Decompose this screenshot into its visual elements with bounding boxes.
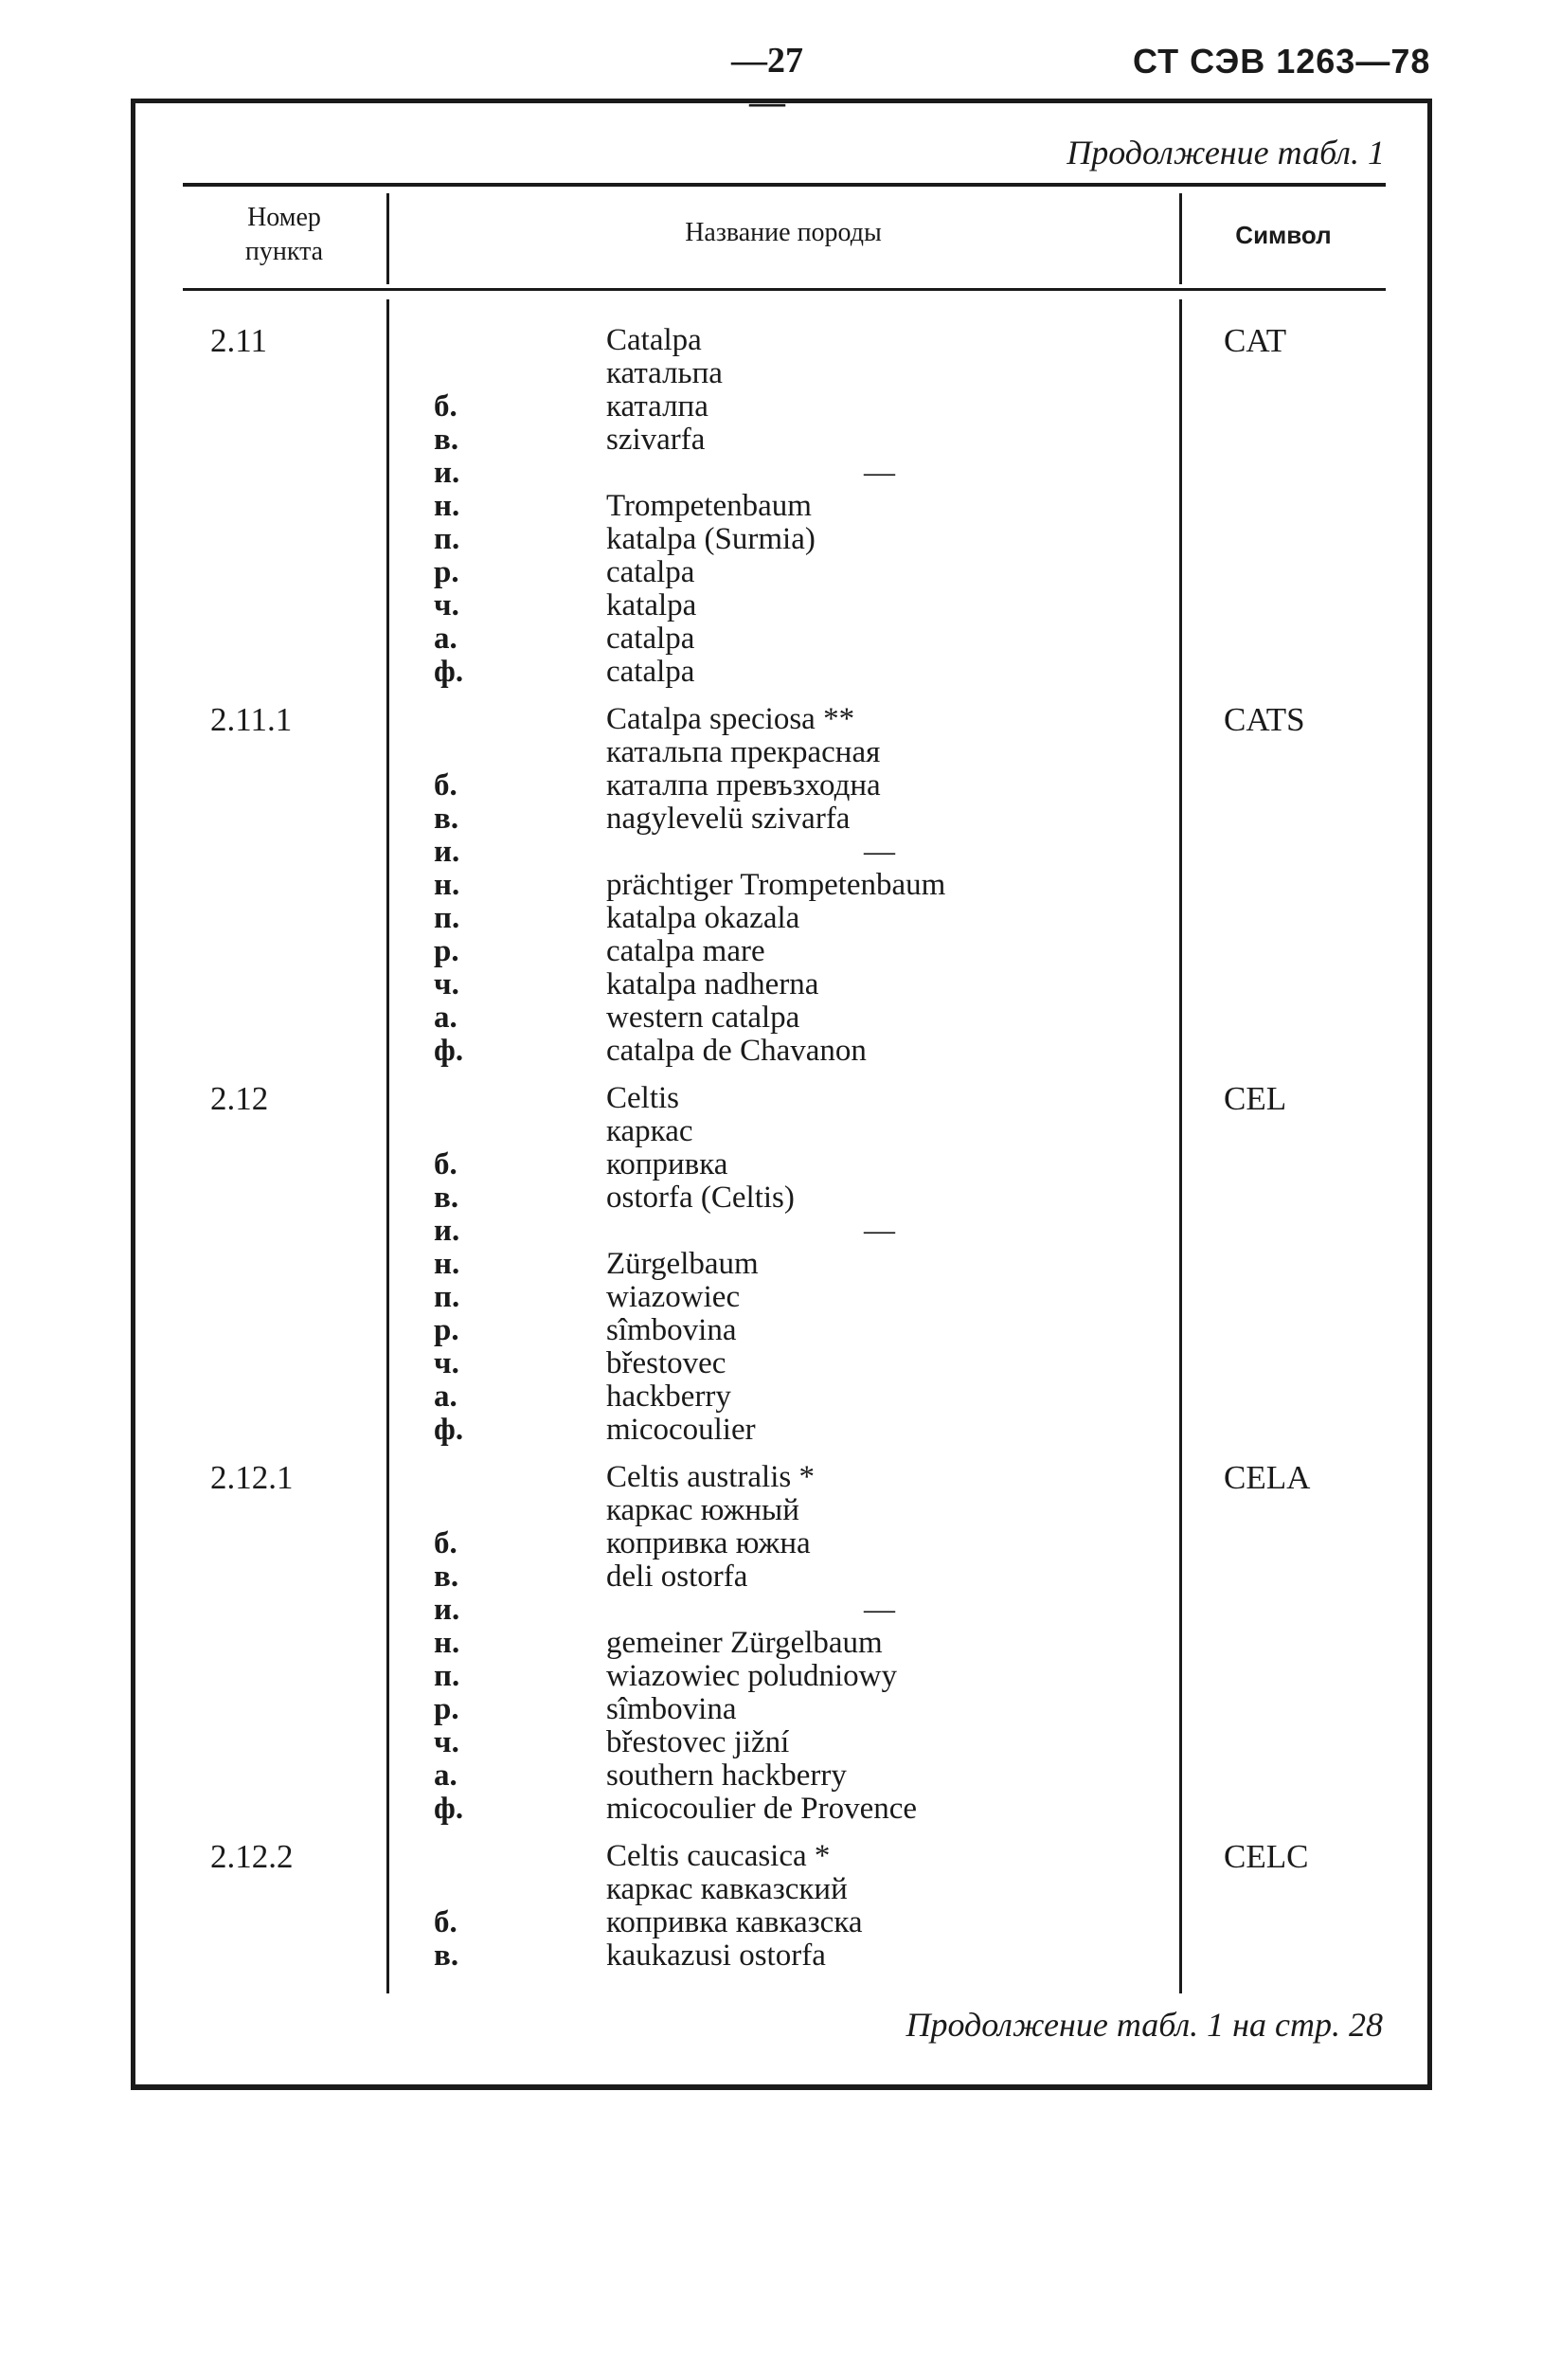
language-code: н.: [434, 1626, 460, 1660]
russian-name: катальпа: [606, 356, 723, 390]
translated-name: —: [864, 835, 895, 869]
language-code: б.: [434, 768, 457, 802]
column-header-symbol: Символ: [1235, 221, 1332, 249]
translated-name: catalpa: [606, 622, 695, 656]
language-code: б.: [434, 389, 457, 424]
column-header-name: Название породы: [685, 218, 882, 247]
standard-code: СТ СЭВ 1263—78: [1133, 42, 1431, 81]
translated-name: katalpa okazala: [606, 901, 800, 935]
russian-name: каркас кавказский: [606, 1872, 848, 1906]
language-code: р.: [434, 1313, 459, 1347]
table-body: [0, 324, 1542, 1973]
translated-name: prächtiger Trompetenbaum: [606, 868, 946, 902]
translated-name: копривка кавказска: [606, 1905, 863, 1939]
translated-name: nagylevelü szivarfa: [606, 802, 851, 836]
entry-symbol: CAT: [1224, 322, 1287, 359]
language-code: р.: [434, 555, 459, 589]
table-top-rule: [183, 183, 1386, 187]
entry-symbol: CELA: [1224, 1459, 1311, 1496]
language-code: н.: [434, 1247, 460, 1281]
language-code: ч.: [434, 588, 459, 622]
latin-name: Catalpa: [606, 323, 702, 357]
language-code: н.: [434, 489, 460, 523]
table-row: [0, 324, 1542, 689]
translated-name: каталпа: [606, 389, 708, 424]
language-code: б.: [434, 1526, 457, 1560]
language-code: п.: [434, 1280, 460, 1314]
language-code: б.: [434, 1147, 457, 1181]
language-code: а.: [434, 1758, 457, 1793]
language-code: и.: [434, 456, 460, 490]
language-code: п.: [434, 1659, 460, 1693]
translated-name: břestovec: [606, 1346, 726, 1380]
latin-name: Catalpa speciosa **: [606, 702, 855, 736]
entry-symbol: CELC: [1224, 1838, 1309, 1875]
table-row: [0, 1082, 1542, 1447]
translated-name: —: [864, 456, 895, 490]
language-code: а.: [434, 1001, 457, 1035]
language-code: в.: [434, 802, 459, 836]
language-code: и.: [434, 1214, 460, 1248]
translated-name: deli ostorfa: [606, 1560, 748, 1594]
russian-name: катальпа прекрасная: [606, 735, 881, 769]
page-number: —27—: [731, 41, 803, 122]
column-divider: [386, 193, 389, 284]
translated-name: копривка южна: [606, 1526, 811, 1560]
translated-name: sîmbovina: [606, 1313, 737, 1347]
translated-name: catalpa mare: [606, 934, 765, 968]
translated-name: szivarfa: [606, 423, 706, 457]
latin-name: Celtis australis *: [606, 1460, 815, 1494]
translated-name: katalpa (Surmia): [606, 522, 816, 556]
language-code: р.: [434, 1692, 459, 1726]
column-divider: [1179, 193, 1182, 284]
language-code: ч.: [434, 1725, 459, 1759]
table-header-rule: [183, 288, 1386, 291]
table-row: [0, 703, 1542, 1068]
translated-name: western catalpa: [606, 1001, 800, 1035]
language-code: п.: [434, 901, 460, 935]
translated-name: каталпа превъзходна: [606, 768, 881, 802]
russian-name: каркас: [606, 1114, 693, 1148]
translated-name: Zürgelbaum: [606, 1247, 759, 1281]
language-code: ч.: [434, 1346, 459, 1380]
language-code: в.: [434, 1938, 459, 1973]
translated-name: hackberry: [606, 1379, 731, 1414]
language-code: и.: [434, 1593, 460, 1627]
translated-name: Trompetenbaum: [606, 489, 812, 523]
translated-name: sîmbovina: [606, 1692, 737, 1726]
language-code: в.: [434, 1560, 459, 1594]
translated-name: southern hackberry: [606, 1758, 847, 1793]
translated-name: catalpa: [606, 655, 695, 689]
language-code: ф.: [434, 1034, 464, 1068]
entry-symbol: CATS: [1224, 701, 1305, 738]
translated-name: micocoulier: [606, 1413, 756, 1447]
language-code: а.: [434, 1379, 457, 1414]
russian-name: каркас южный: [606, 1493, 799, 1527]
translated-name: wiazowiec: [606, 1280, 741, 1314]
translated-name: —: [864, 1593, 895, 1627]
language-code: н.: [434, 868, 460, 902]
translated-name: —: [864, 1214, 895, 1248]
language-code: ф.: [434, 1792, 464, 1826]
translated-name: micocoulier de Provence: [606, 1792, 918, 1826]
table-row: [0, 1840, 1542, 1973]
language-code: и.: [434, 835, 460, 869]
latin-name: Celtis: [606, 1081, 680, 1115]
translated-name: kaukazusi ostorfa: [606, 1938, 826, 1973]
translated-name: catalpa de Chavanon: [606, 1034, 867, 1068]
translated-name: gemeiner Zürgelbaum: [606, 1626, 883, 1660]
translated-name: wiazowiec poludniowy: [606, 1659, 898, 1693]
entry-number: 2.12: [210, 1080, 269, 1117]
translated-name: catalpa: [606, 555, 695, 589]
translated-name: копривка: [606, 1147, 728, 1181]
table-continuation-top: Продолжение табл. 1: [1067, 134, 1385, 171]
language-code: ф.: [434, 655, 464, 689]
latin-name: Celtis caucasica *: [606, 1839, 831, 1873]
language-code: ч.: [434, 967, 459, 1001]
table-row: [0, 1461, 1542, 1826]
entry-symbol: CEL: [1224, 1080, 1287, 1117]
entry-number: 2.12.1: [210, 1459, 294, 1496]
entry-number: 2.11.1: [210, 701, 293, 738]
language-code: в.: [434, 1181, 459, 1215]
language-code: в.: [434, 423, 459, 457]
entry-number: 2.12.2: [210, 1838, 294, 1875]
translated-name: katalpa nadherna: [606, 967, 819, 1001]
column-header-number: Номер пункта: [244, 203, 324, 266]
language-code: а.: [434, 622, 457, 656]
translated-name: ostorfa (Celtis): [606, 1181, 795, 1215]
language-code: б.: [434, 1905, 457, 1939]
language-code: р.: [434, 934, 459, 968]
translated-name: břestovec jižní: [606, 1725, 790, 1759]
language-code: п.: [434, 522, 460, 556]
translated-name: katalpa: [606, 588, 697, 622]
table-continuation-bottom: Продолжение табл. 1 на стр. 28: [905, 2006, 1383, 2044]
language-code: ф.: [434, 1413, 464, 1447]
entry-number: 2.11: [210, 322, 267, 359]
